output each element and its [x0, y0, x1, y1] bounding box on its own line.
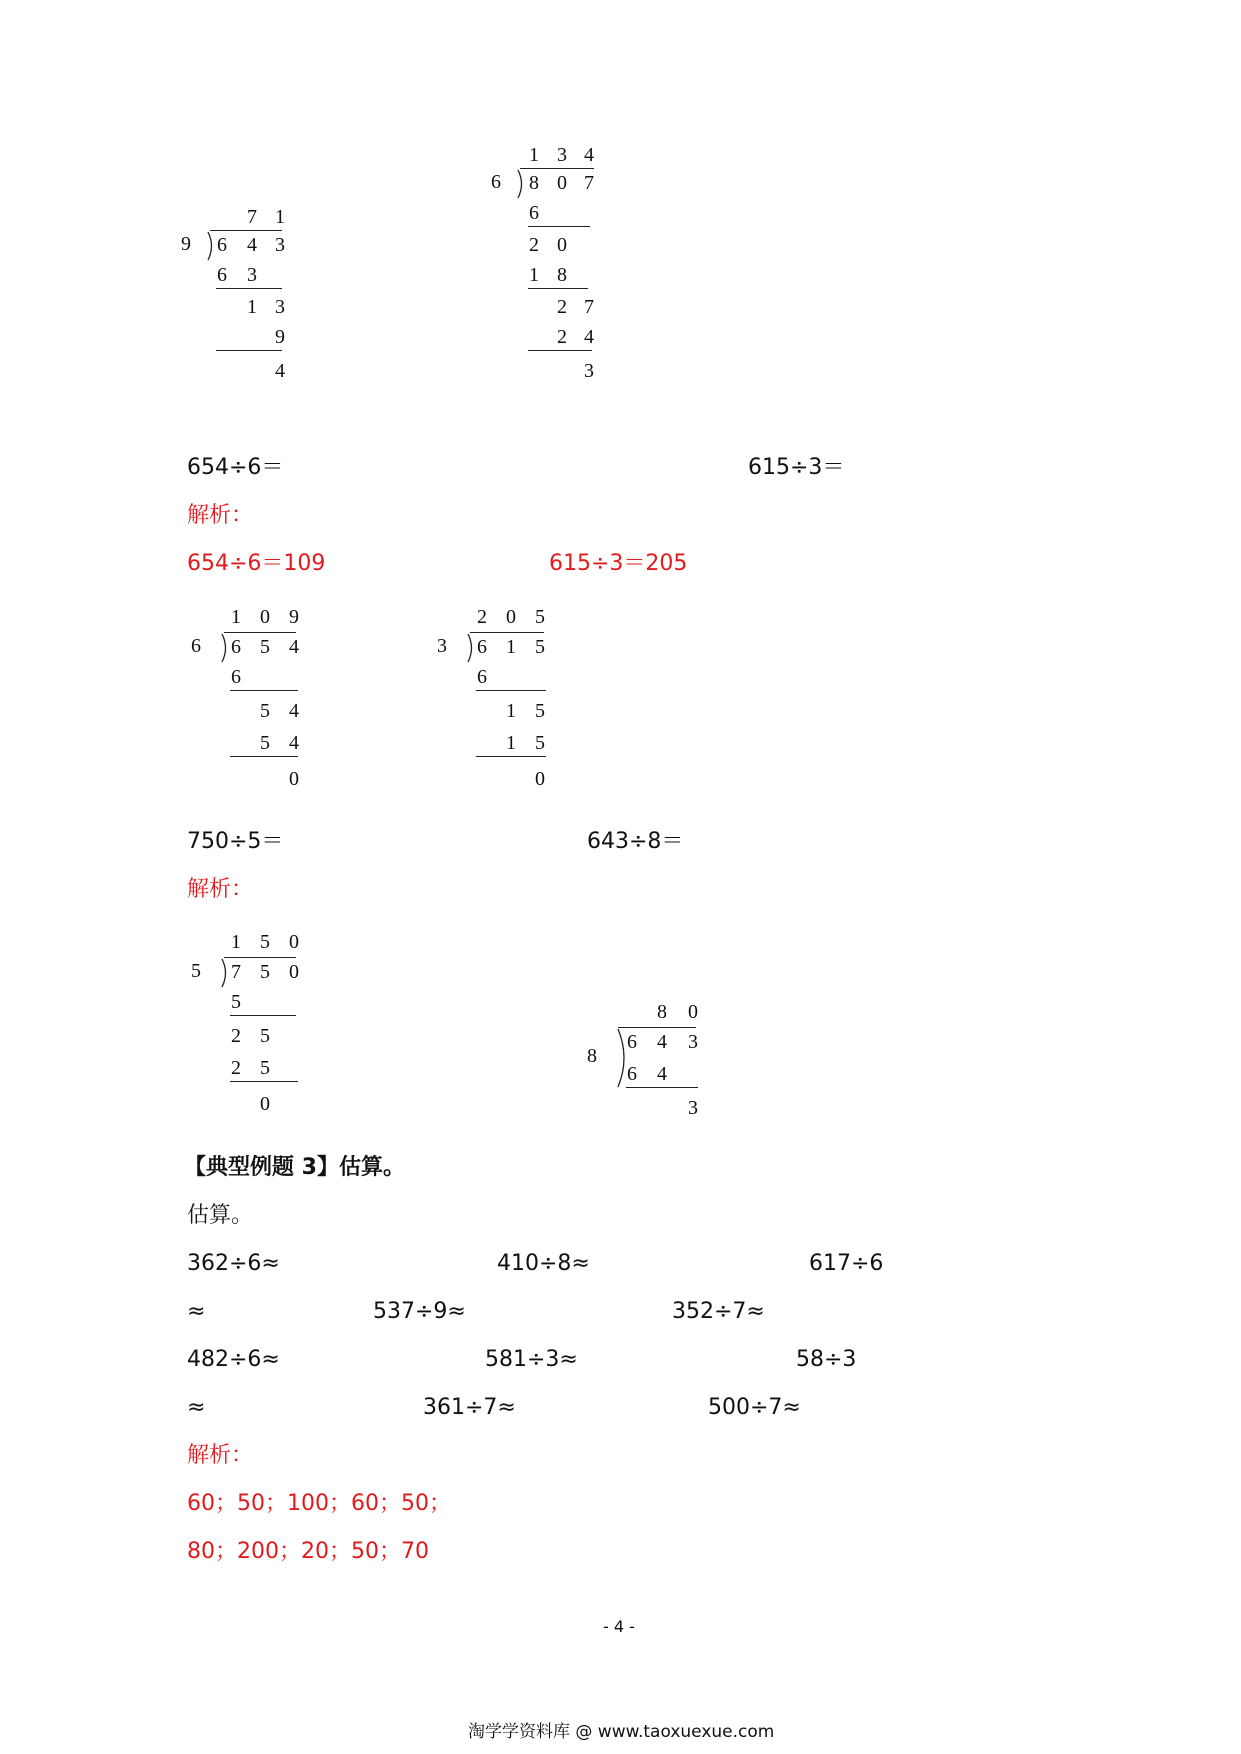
example-3-heading: 【典型例题 3】估算。 [184, 1155, 405, 1180]
remainder-digit: 3 [688, 1097, 698, 1119]
remainder-digit: 3 [584, 360, 594, 382]
step-digit: 5 [231, 991, 241, 1013]
step-digit: 2 [231, 1025, 241, 1047]
estimate-537-div-9: 537÷9≈ [373, 1299, 466, 1324]
long-division-615-by-3 [432, 600, 572, 800]
estimate-500-div-7: 500÷7≈ [708, 1395, 801, 1420]
step-digit: 5 [260, 700, 270, 722]
step-digit: 5 [535, 700, 545, 722]
quotient-digit: 7 [247, 206, 257, 228]
step-digit: 5 [535, 732, 545, 754]
quotient-digit: 1 [231, 606, 241, 628]
step-line [230, 756, 298, 757]
step-digit: 1 [506, 732, 516, 754]
quotient-digit: 8 [657, 1001, 667, 1023]
dividend-digit: 4 [289, 636, 299, 658]
division-bar [470, 632, 544, 633]
step-line [230, 690, 298, 691]
divisor: 6 [491, 171, 501, 193]
step-digit: 1 [506, 700, 516, 722]
step-digit: 5 [260, 732, 270, 754]
step-digit: 3 [275, 296, 285, 318]
step-line [626, 1087, 698, 1088]
step-digit: 5 [260, 1025, 270, 1047]
step-digit: 1 [247, 296, 257, 318]
answer-654-div-6: 654÷6＝109 [187, 551, 326, 576]
dividend-digit: 8 [529, 172, 539, 194]
step-line [216, 350, 282, 351]
quotient-digit: 1 [231, 931, 241, 953]
answer-615-div-3: 615÷3＝205 [549, 551, 688, 576]
estimate-482-div-6: 482÷6≈ [187, 1347, 280, 1372]
page-number: - 4 - [603, 1617, 635, 1636]
division-bar [224, 632, 296, 633]
dividend-digit: 0 [557, 172, 567, 194]
dividend-digit: 7 [584, 172, 594, 194]
dividend-digit: 4 [247, 234, 257, 256]
step-line [528, 288, 588, 289]
step-line [230, 1081, 298, 1082]
estimate-352-div-7: 352÷7≈ [672, 1299, 765, 1324]
step-digit: 6 [477, 666, 487, 688]
estimate-410-div-8: 410÷8≈ [497, 1251, 590, 1276]
division-bar [618, 1027, 696, 1028]
quotient-digit: 0 [260, 606, 270, 628]
remainder-digit: 0 [535, 768, 545, 790]
step-digit: 7 [584, 296, 594, 318]
step-digit: 4 [584, 326, 594, 348]
question-643-div-8: 643÷8＝ [587, 829, 684, 854]
estimate-answers-line-2: 80；200；20；50；70 [187, 1539, 429, 1564]
estimate-617-div-6-approx: ≈ [187, 1299, 206, 1324]
analysis-label: 解析： [187, 1443, 254, 1468]
dividend-digit: 0 [289, 961, 299, 983]
step-digit: 1 [529, 264, 539, 286]
estimate-58-div-3: 58÷3 [796, 1347, 857, 1372]
step-digit: 8 [557, 264, 567, 286]
division-bar [224, 957, 296, 958]
quotient-digit: 3 [557, 144, 567, 166]
step-digit: 4 [289, 732, 299, 754]
long-division-654-by-6 [186, 600, 326, 800]
step-digit: 6 [231, 666, 241, 688]
step-digit: 0 [557, 234, 567, 256]
step-digit: 2 [529, 234, 539, 256]
long-division-643-by-8 [582, 995, 722, 1125]
long-division-750-by-5 [186, 925, 326, 1125]
estimate-581-div-3: 581÷3≈ [485, 1347, 578, 1372]
step-digit: 9 [275, 326, 285, 348]
long-division-807-by-6 [480, 138, 640, 388]
estimate-617-div-6: 617÷6 [809, 1251, 884, 1276]
question-654-div-6: 654÷6＝ [187, 455, 284, 480]
dividend-digit: 7 [231, 961, 241, 983]
dividend-digit: 5 [260, 961, 270, 983]
divisor: 3 [437, 635, 447, 657]
divisor: 8 [587, 1045, 597, 1067]
dividend-digit: 4 [657, 1031, 667, 1053]
step-line [528, 350, 592, 351]
step-digit: 4 [289, 700, 299, 722]
dividend-digit: 3 [275, 234, 285, 256]
dividend-digit: 6 [477, 636, 487, 658]
example-3-instruction: 估算。 [187, 1203, 254, 1228]
division-bar [520, 168, 594, 169]
dividend-digit: 6 [231, 636, 241, 658]
estimate-answers-line-1: 60；50；100；60；50； [187, 1491, 451, 1516]
step-line [528, 226, 590, 227]
step-digit: 6 [217, 264, 227, 286]
step-line [476, 690, 546, 691]
step-digit: 6 [627, 1063, 637, 1085]
quotient-digit: 0 [506, 606, 516, 628]
estimate-58-div-3-approx: ≈ [187, 1395, 206, 1420]
quotient-digit: 0 [289, 931, 299, 953]
step-digit: 2 [557, 326, 567, 348]
step-line [476, 756, 546, 757]
quotient-digit: 5 [535, 606, 545, 628]
question-615-div-3: 615÷3＝ [748, 455, 845, 480]
footer-watermark: 淘学学资料库 @ www.taoxuexue.com [468, 1722, 775, 1742]
quotient-digit: 0 [688, 1001, 698, 1023]
remainder-digit: 0 [289, 768, 299, 790]
divisor: 6 [191, 635, 201, 657]
divisor: 5 [191, 960, 201, 982]
dividend-digit: 6 [217, 234, 227, 256]
estimate-361-div-7: 361÷7≈ [423, 1395, 516, 1420]
quotient-digit: 9 [289, 606, 299, 628]
step-digit: 2 [557, 296, 567, 318]
quotient-digit: 1 [275, 206, 285, 228]
analysis-label: 解析： [187, 503, 254, 528]
step-line [216, 288, 282, 289]
step-line [230, 1015, 296, 1016]
step-digit: 3 [247, 264, 257, 286]
quotient-digit: 5 [260, 931, 270, 953]
dividend-digit: 6 [627, 1031, 637, 1053]
question-750-div-5: 750÷5＝ [187, 829, 284, 854]
step-digit: 4 [657, 1063, 667, 1085]
remainder-digit: 0 [260, 1093, 270, 1115]
step-digit: 5 [260, 1057, 270, 1079]
dividend-digit: 5 [260, 636, 270, 658]
analysis-label: 解析： [187, 877, 254, 902]
step-digit: 6 [529, 202, 539, 224]
quotient-digit: 1 [529, 144, 539, 166]
dividend-digit: 5 [535, 636, 545, 658]
estimate-362-div-6: 362÷6≈ [187, 1251, 280, 1276]
step-digit: 2 [231, 1057, 241, 1079]
quotient-digit: 2 [477, 606, 487, 628]
quotient-digit: 4 [584, 144, 594, 166]
dividend-digit: 3 [688, 1031, 698, 1053]
remainder-digit: 4 [275, 360, 285, 382]
dividend-digit: 1 [506, 636, 516, 658]
long-division-643-by-9 [170, 200, 330, 390]
division-bar [210, 230, 282, 231]
divisor: 9 [181, 233, 191, 255]
